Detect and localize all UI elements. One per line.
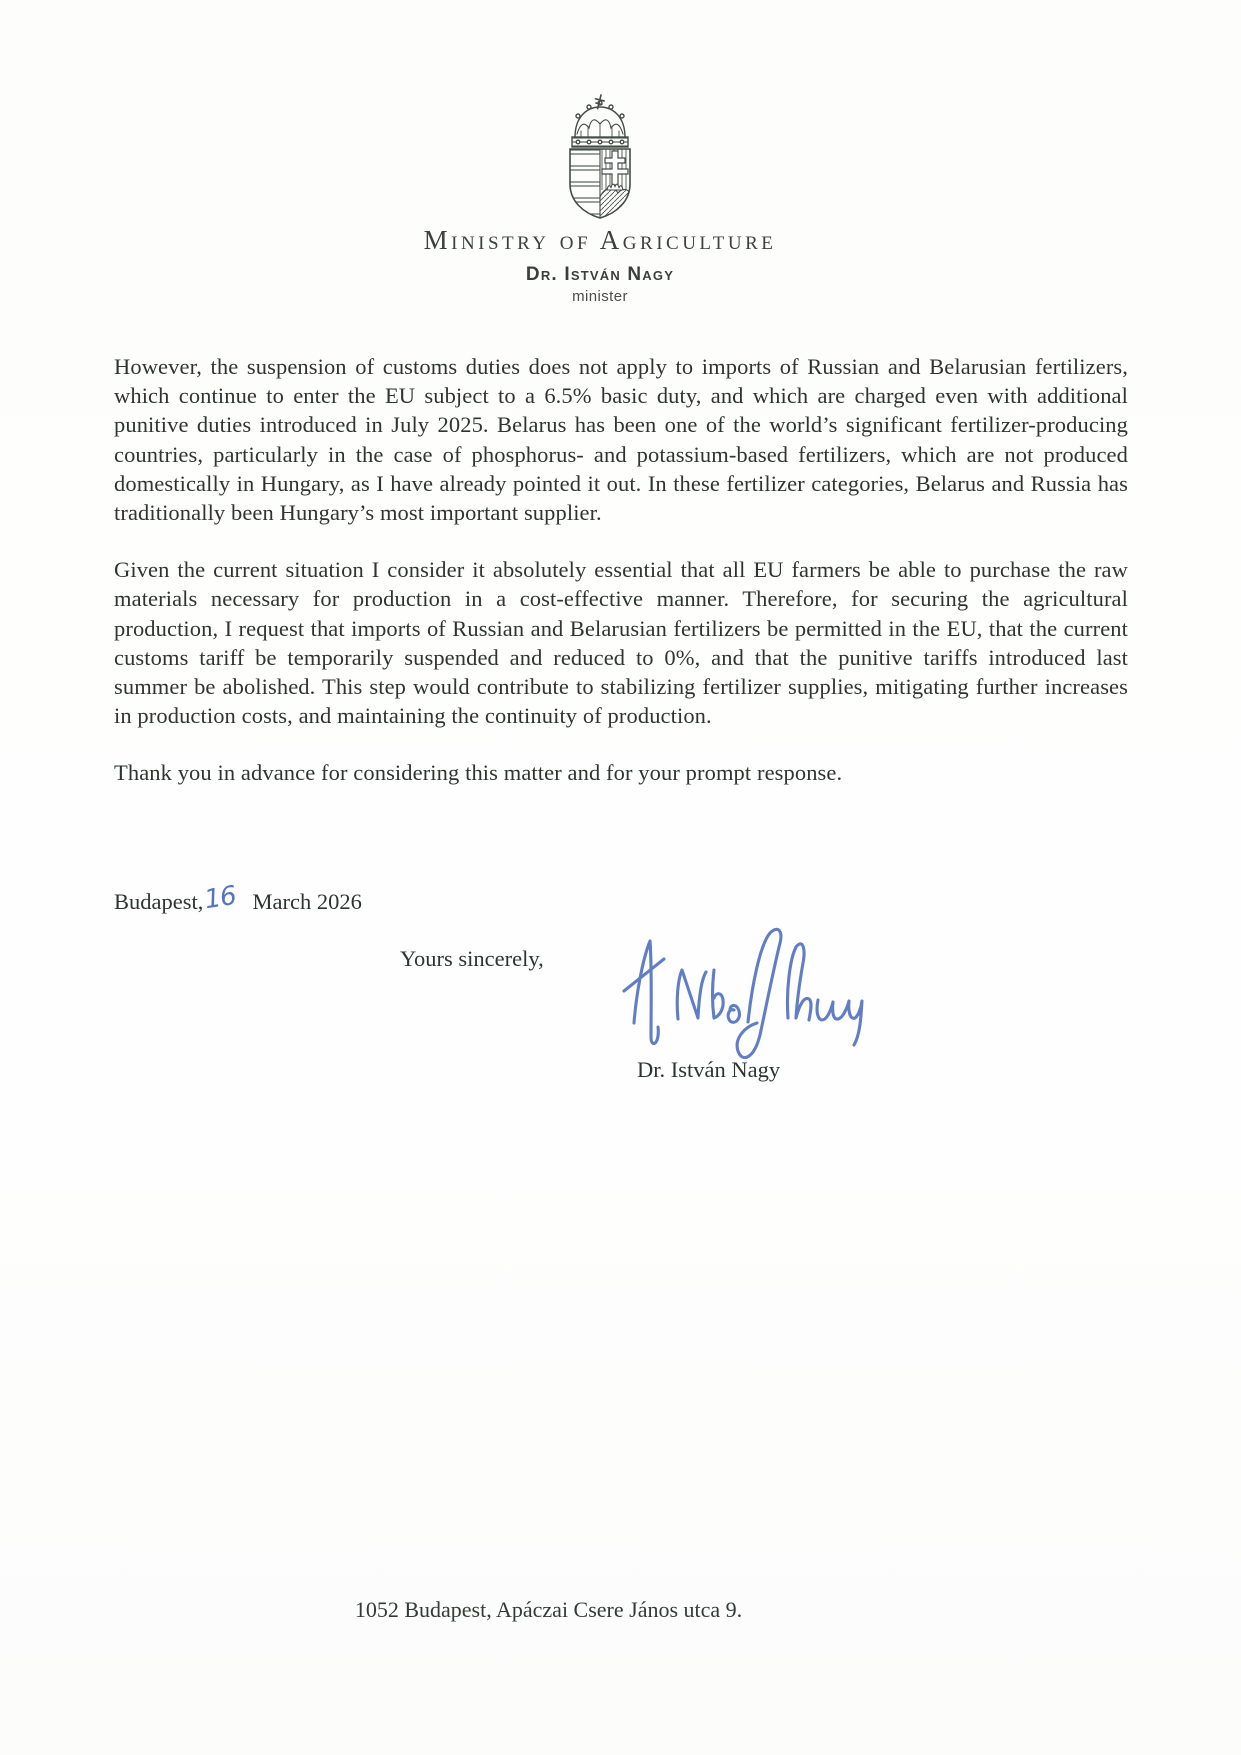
paragraph-request: Given the current situation I consider it absolutely essential that all EU farmers be able to purchase the raw materials necessary for production in a cost-effective manner. Therefore, for securing the agricultural production, I request that imports of Russian and Belarusian fertilizers be permitted in the EU, that the current customs tariff be temporarily suspended and reduced to 0%, and that the punitive tariffs introduced last summer be abolished. This step would contribute to stabilizing fertilizer supplies, mitigating further increases in production costs, and maintaining the continuity of production. <box>114 557 1128 729</box>
handwritten-signature-icon <box>620 920 870 1072</box>
dateline-city: Budapest, <box>114 889 204 914</box>
ministry-title: Ministry of Agriculture <box>423 225 777 255</box>
paragraph-thanks: Thank you in advance for considering this matter and for your prompt response. <box>114 760 843 786</box>
signatory-name: Dr. István Nagy <box>637 1057 781 1082</box>
dateline <box>114 880 362 916</box>
hungarian-coat-of-arms-icon <box>544 92 656 220</box>
dateline-rest: March 2026 <box>252 889 362 914</box>
letter-body <box>114 352 1128 816</box>
signature-block <box>620 920 870 1072</box>
paragraph-customs-duties: However, the suspension of customs duties does not apply to imports of Russian and Belarusian fertilizers, which continue to enter the EU subject to a 6.5% basic duty, and which are charged even with additional punitive duties introduced in July 2025. Belarus has been one of the world’s significant fertilizer-producing countries, particularly in the case of phosphorus- and potassium-based fertilizers, which are not produced domestically in Hungary, as I have already pointed it out. In these fertilizer categories, Belarus and Russia has traditionally been Hungary’s most important supplier. <box>114 354 1128 526</box>
letterhead <box>0 92 1200 305</box>
official-name: Dr. István Nagy <box>525 263 675 285</box>
valediction: Yours sincerely, <box>400 946 544 971</box>
handwritten-day: 16 <box>202 880 239 916</box>
footer-address: 1052 Budapest, Apáczai Csere János utca 9. <box>354 1597 743 1622</box>
official-role: minister <box>572 287 628 305</box>
